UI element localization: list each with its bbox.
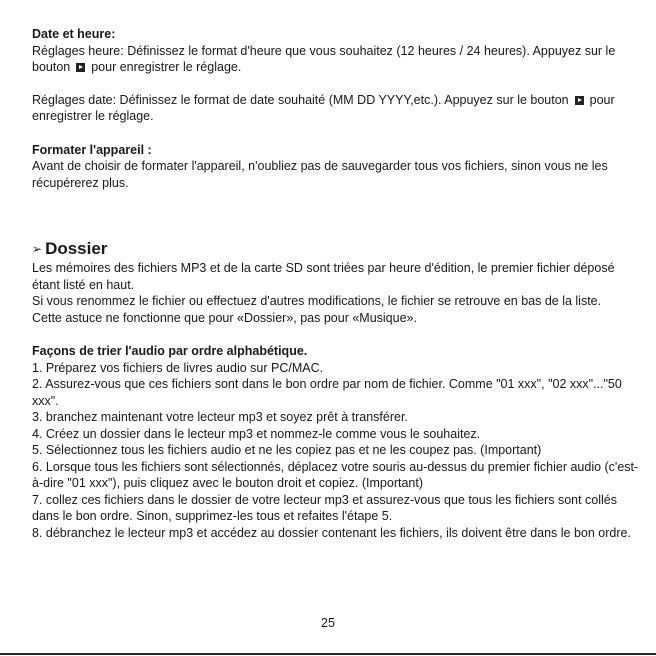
- formater-text: Avant de choisir de formater l'appareil, n'oubliez pas de sauvegarder tous vos fichiers, sinon vous ne les récupérerez plus.: [32, 159, 608, 190]
- date-settings-part2: pour enregistrer le réglage.: [32, 92, 615, 123]
- page-number: 25: [321, 616, 335, 630]
- tri-step-4: 4. Créez un dossier dans le lecteur mp3 et nommez-le comme vous le souhaitez.: [32, 426, 481, 441]
- tri-step-3: 3. branchez maintenant votre lecteur mp3 et soyez prêt à transférer.: [32, 410, 408, 424]
- dossier-title: Dossier: [45, 239, 108, 258]
- tri-step-5: 5. Sélectionnez tous les fichiers audio et ne les copiez pas et ne les coupez pas. (Important): [32, 443, 542, 457]
- heure-settings-text: [32, 43, 642, 76]
- tri-title: Façons de trier l'audio par ordre alphabétique.: [32, 344, 308, 358]
- formater-title: Formater l'appareil :: [32, 142, 152, 157]
- dossier-line-3: Cette astuce ne fonctionne que pour «Dossier», pas pour «Musique».: [32, 310, 417, 325]
- tri-step-7: 7. collez ces fichiers dans le dossier de votre lecteur mp3 et assurez-vous que tous les fichiers sont collés dans le bon ordre. Sinon, supprimez-les tous et refaites l'étape 5.: [32, 492, 617, 523]
- date-heure-title: Date et heure:: [32, 27, 116, 41]
- tri-step-2: 2. Assurez-vous que ces fichiers sont dans le bon ordre par nom de fichier. Comme "01 xxx", "02 xxx"..."50 xxx".: [32, 377, 622, 408]
- tri-step-6: 6. Lorsque tous les fichiers sont sélectionnés, déplacez votre souris au-dessus du premier fichier audio (c'est-à-dire "01 xxx"), puis cliquez avec le bouton droit et copiez. (Important): [32, 459, 639, 490]
- heure-settings-part1: Réglages heure: Définissez le format d'heure que vous souhaitez (12 heures / 24 heures). Appuyez sur le bouton: [32, 43, 616, 74]
- tri-step-8: 8. débranchez le lecteur mp3 et accédez au dossier contenant les fichiers, ils doivent être dans le bon ordre.: [32, 525, 631, 540]
- manual-page: [32, 26, 642, 541]
- dossier-heading: [32, 238, 642, 260]
- dossier-line-2: Si vous renommez le fichier ou effectuez d'autres modifications, le fichier se retrouve en bas de la liste.: [32, 294, 602, 308]
- tri-step-1: 1. Préparez vos fichiers de livres audio sur PC/MAC.: [32, 360, 324, 375]
- dossier-line-1: Les mémoires des fichiers MP3 et de la carte SD sont triées par heure d'édition, le premier fichier déposé étant listé en haut.: [32, 261, 615, 292]
- arrow-bullet-icon: ➢: [32, 242, 43, 256]
- play-button-icon: [76, 63, 85, 72]
- date-settings-part1: Réglages date: Définissez le format de date souhaité (MM DD YYYY,etc.). Appuyez sur le bouton: [32, 92, 569, 107]
- heure-settings-part2: pour enregistrer le réglage.: [91, 60, 242, 74]
- bottom-divider: [0, 653, 656, 655]
- play-button-icon: [575, 96, 584, 105]
- date-settings-text: [32, 92, 642, 125]
